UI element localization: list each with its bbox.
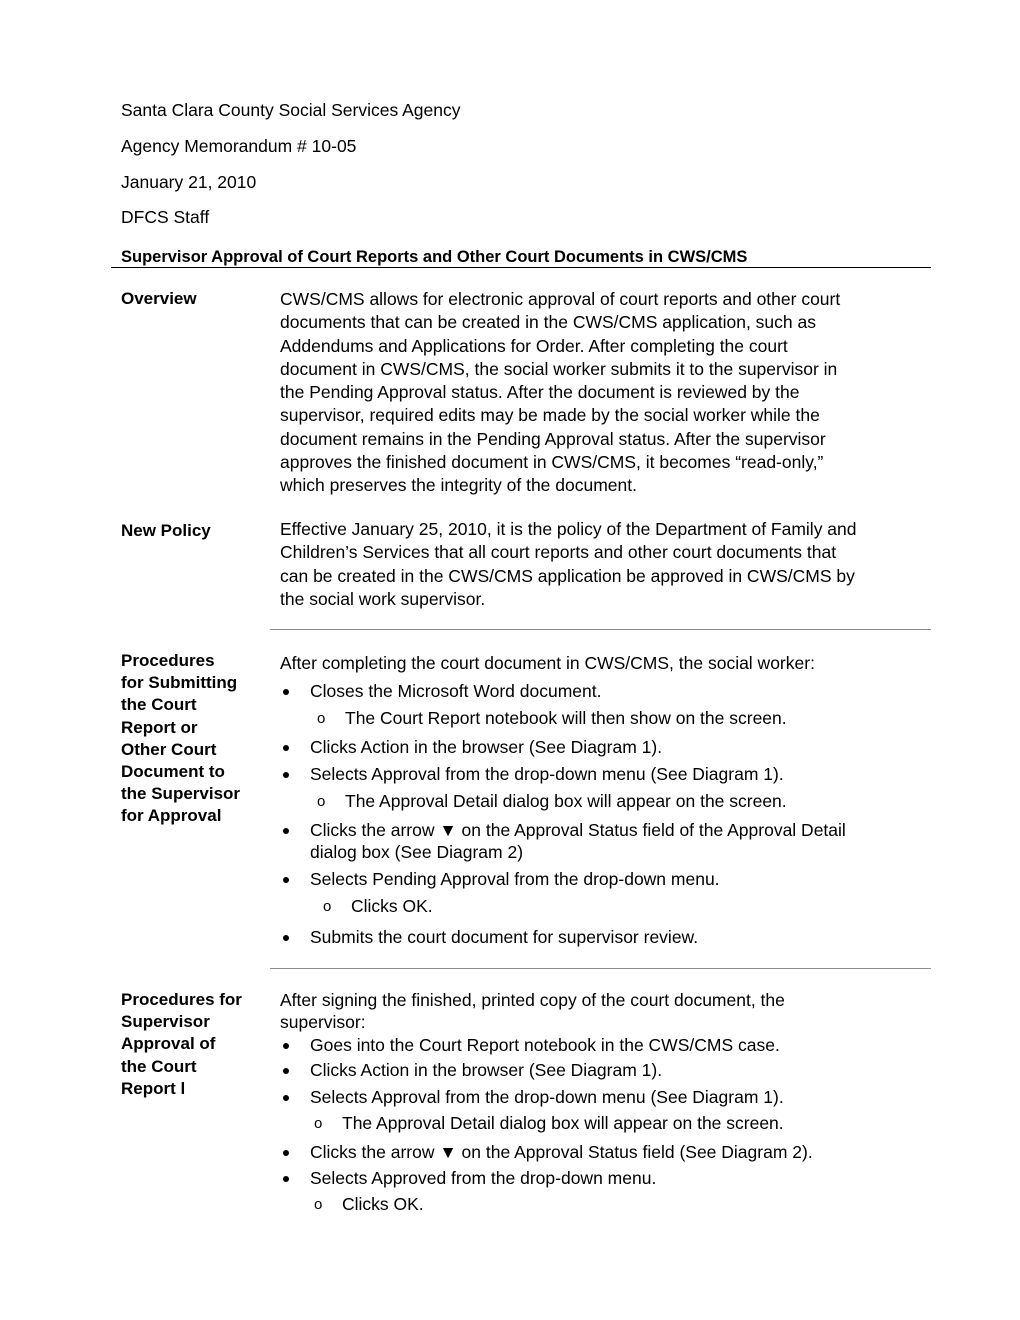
label-line: Other Court xyxy=(121,739,217,759)
label-line: for Approval xyxy=(121,806,222,826)
label-line: for Submitting xyxy=(121,673,238,693)
submit-intro: After completing the court document in CWS/CMS, the social worker: xyxy=(280,653,815,673)
list-item-text: Clicks the arrow ▼ on the Approval Status field (See Diagram 2). xyxy=(310,1142,813,1162)
submit-procedure-label xyxy=(121,650,271,828)
bullet-icon xyxy=(283,1150,289,1156)
new-policy-text xyxy=(280,518,920,611)
label-line: the Court xyxy=(121,1056,197,1076)
overview-text xyxy=(280,288,920,498)
list-item-text: Clicks the arrow ▼ on the Approval Status field of the Approval Detail xyxy=(310,820,846,840)
sub-bullet-icon: o xyxy=(317,793,326,810)
overview-line: approves the finished document in CWS/CMS, it becomes “read-only,” xyxy=(280,452,824,473)
label-line: Report l xyxy=(121,1078,186,1098)
bullet-icon xyxy=(283,745,289,751)
list-item-text: Selects Approved from the drop-down menu. xyxy=(310,1168,657,1188)
label-line: the Court xyxy=(121,695,197,715)
bullet-icon xyxy=(283,935,289,941)
label-line: Document to xyxy=(121,762,225,782)
sub-item-text: The Approval Detail dialog box will appear on the screen. xyxy=(345,791,787,811)
memo-number: Agency Memorandum # 10-05 xyxy=(121,136,357,156)
sub-bullet-icon: o xyxy=(314,1196,323,1213)
label-line: Report or xyxy=(121,717,198,737)
sub-item-text: Clicks OK. xyxy=(342,1194,424,1214)
sub-item-text: The Approval Detail dialog box will appear on the screen. xyxy=(342,1113,784,1133)
overview-line: document remains in the Pending Approval status. After the supervisor xyxy=(280,428,826,449)
supervisor-procedure-label xyxy=(121,989,271,1100)
label-line: Procedures xyxy=(121,651,215,670)
sub-bullet-icon: o xyxy=(323,898,332,915)
bullet-icon xyxy=(283,828,289,834)
bullet-icon xyxy=(283,689,289,695)
list-item-text: Selects Approval from the drop-down menu (See Diagram 1). xyxy=(310,764,784,784)
bullet-icon xyxy=(283,1043,289,1049)
overview-line: the Pending Approval status. After the document is reviewed by the xyxy=(280,382,800,403)
sub-item-text: Clicks OK. xyxy=(351,896,433,916)
bullet-icon xyxy=(283,877,289,883)
intro-line: After signing the finished, printed copy of the court document, the xyxy=(280,990,785,1010)
overview-line: which preserves the integrity of the document. xyxy=(280,475,637,496)
list-item-text: dialog box (See Diagram 2) xyxy=(310,842,524,862)
section-divider xyxy=(270,629,931,630)
list-item-text: Clicks Action in the browser (See Diagram 1). xyxy=(310,1060,663,1080)
policy-line: can be created in the CWS/CMS application be approved in CWS/CMS by xyxy=(280,565,855,586)
label-line: Procedures for xyxy=(121,990,242,1009)
supervisor-intro xyxy=(280,989,920,1035)
overview-line: document in CWS/CMS, the social worker submits it to the supervisor in xyxy=(280,358,838,379)
section-divider xyxy=(270,968,931,969)
label-line: Approval of xyxy=(121,1034,216,1054)
memo-recipient: DFCS Staff xyxy=(121,207,210,227)
title-divider xyxy=(111,267,931,268)
sub-item-text: The Court Report notebook will then show on the screen. xyxy=(345,708,787,728)
policy-line: Children’s Services that all court reports and other court documents that xyxy=(280,542,837,563)
bullet-icon xyxy=(283,1176,289,1182)
bullet-icon xyxy=(283,772,289,778)
overview-line: documents that can be created in the CWS/CMS application, such as xyxy=(280,312,816,333)
list-item-text: Submits the court document for supervisor review. xyxy=(310,927,699,947)
overview-line: Addendums and Applications for Order. After completing the court xyxy=(280,335,788,356)
list-item-text: Selects Approval from the drop-down menu (See Diagram 1). xyxy=(310,1087,784,1107)
overview-label: Overview xyxy=(121,289,197,308)
list-item-text: Goes into the Court Report notebook in the CWS/CMS case. xyxy=(310,1035,780,1055)
list-item-text: Selects Pending Approval from the drop-down menu. xyxy=(310,869,720,889)
overview-line: supervisor, required edits may be made by the social worker while the xyxy=(280,405,820,426)
label-line: Supervisor xyxy=(121,1012,210,1032)
bullet-icon xyxy=(283,1068,289,1074)
bullet-icon xyxy=(283,1095,289,1101)
list-item-text: Closes the Microsoft Word document. xyxy=(310,681,602,701)
new-policy-label: New Policy xyxy=(121,521,211,540)
agency-name: Santa Clara County Social Services Agency xyxy=(121,100,461,120)
memo-date: January 21, 2010 xyxy=(121,172,257,192)
page-title: Supervisor Approval of Court Reports and Other Court Documents in CWS/CMS xyxy=(121,248,748,266)
sub-bullet-icon: o xyxy=(314,1115,323,1132)
label-line: the Supervisor xyxy=(121,784,241,804)
overview-line: CWS/CMS allows for electronic approval of court reports and other court xyxy=(280,289,841,309)
policy-line: the social work supervisor. xyxy=(280,588,486,609)
intro-line: supervisor: xyxy=(280,1012,366,1033)
sub-bullet-icon: o xyxy=(317,710,326,727)
policy-line: Effective January 25, 2010, it is the policy of the Department of Family and xyxy=(280,519,857,539)
list-item-text: Clicks Action in the browser (See Diagram 1). xyxy=(310,737,663,757)
